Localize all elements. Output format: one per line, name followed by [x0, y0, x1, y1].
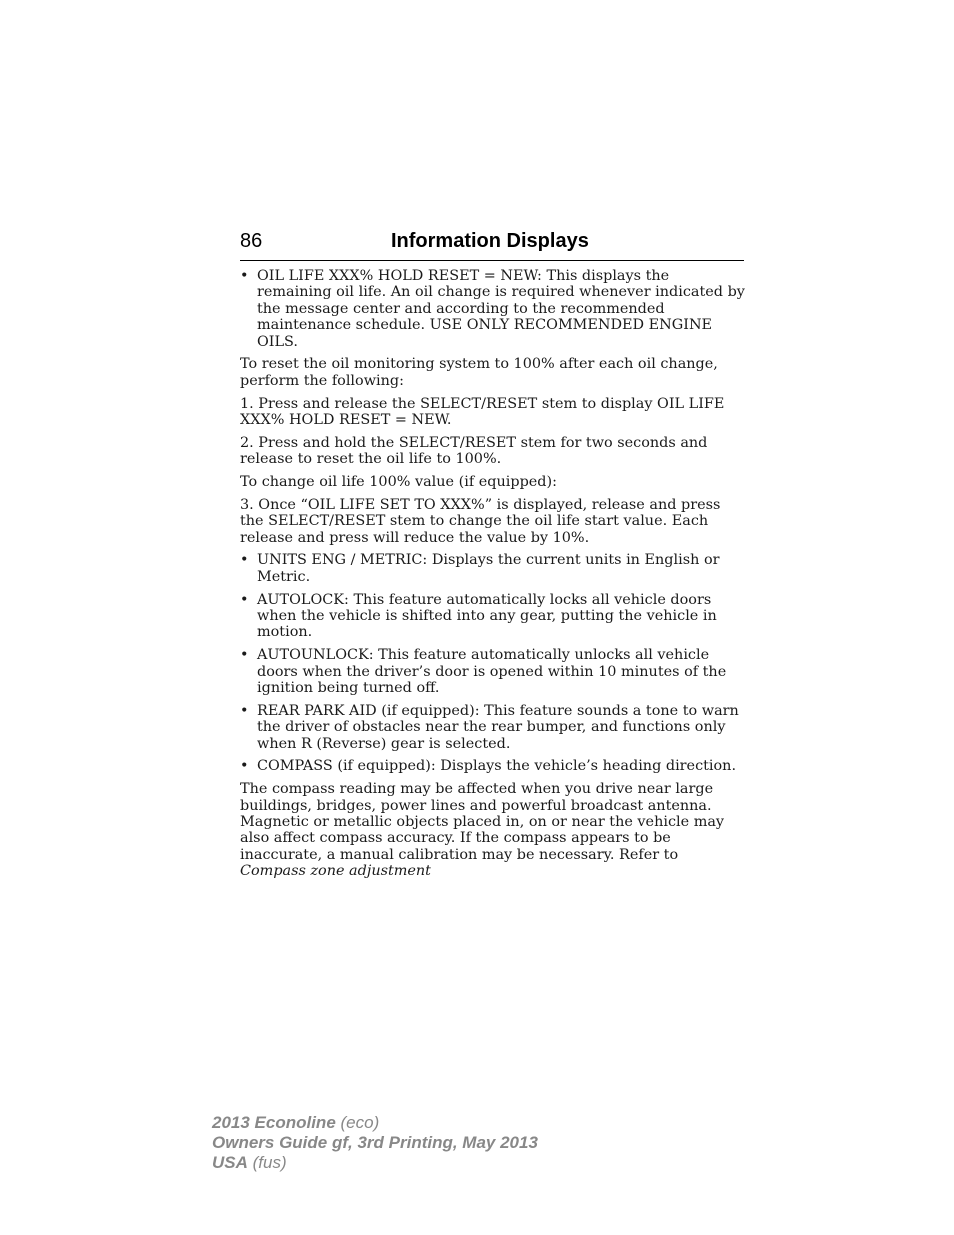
bullet-text: OIL LIFE XXX% HOLD RESET = NEW: This displays the remaining oil life. An oil change is required whenever indicated by the message center and according to the recommended maintenance schedule. USE ONLY RECOMMENDED ENGINE OILS. — [257, 268, 745, 350]
bullet-glyph: • — [240, 758, 249, 775]
footer-line-model — [212, 1113, 538, 1133]
list-item — [240, 268, 746, 350]
compass-zone-reference: Compass zone adjustment — [240, 863, 431, 880]
bullet-text: AUTOLOCK: This feature automatically locks all vehicle doors when the vehicle is shifted into any gear, putting the vehicle in motion. — [257, 591, 717, 641]
bullet-text: COMPASS (if equipped): Displays the vehicle’s heading direction. — [257, 758, 737, 775]
footer-model-code: (eco) — [335, 1113, 380, 1132]
footer-line-market — [212, 1153, 538, 1173]
bullet-glyph: • — [240, 552, 249, 569]
footer-printing: Owners Guide gf, 3rd Printing, May 2013 — [212, 1133, 538, 1152]
reset-intro-paragraph: To reset the oil monitoring system to 100% after each oil change, perform the following: — [240, 356, 718, 389]
footer-line-printing — [212, 1133, 538, 1153]
list-item — [240, 592, 746, 641]
bullet-glyph: • — [240, 268, 249, 284]
bullet-text: UNITS ENG / METRIC: Displays the current units in English or Metric. — [257, 552, 720, 585]
bullet-glyph: • — [240, 647, 249, 664]
compass-paragraph-text: The compass reading may be affected when you drive near large buildings, bridges, power lines and powerful broadcast antenna. Magnetic or metallic objects placed in, on or near the vehicle may also affect compass accuracy. If the compass appears to be inaccurate, a manual calibration may be necessary. Refer to — [240, 781, 725, 863]
bullet-glyph: • — [240, 591, 249, 608]
page-content — [240, 268, 746, 886]
list-item — [240, 647, 746, 696]
page-footer — [212, 1113, 538, 1173]
list-item — [240, 552, 746, 585]
bullet-list — [240, 552, 746, 774]
compass-paragraph — [240, 781, 746, 879]
footer-market-code: (fus) — [247, 1153, 287, 1172]
bullet-text: AUTOUNLOCK: This feature automatically unlocks all vehicle doors when the driver’s door is opened within 10 minutes of the ignition being turned off. — [257, 647, 727, 697]
bullet-text: REAR PARK AID (if equipped): This feature sounds a tone to warn the driver of obstacles near the rear bumper, and functions only when R (Reverse) gear is selected. — [257, 702, 739, 752]
footer-model: 2013 Econoline — [212, 1113, 336, 1132]
change-value-paragraph: To change oil life 100% value (if equipped): — [240, 474, 557, 491]
page-number: 86 — [240, 230, 263, 252]
step-3: 3. Once “OIL LIFE SET TO XXX%” is displayed, release and press the SELECT/RESET stem to change the oil life start value. Each release and press will reduce the value by 10%. — [240, 496, 721, 546]
list-item — [240, 703, 746, 752]
list-item — [240, 758, 746, 774]
footer-market: USA — [212, 1153, 248, 1172]
page-header — [240, 228, 744, 261]
step-2: 2. Press and hold the SELECT/RESET stem for two seconds and release to reset the oil life to 100%. — [240, 434, 708, 468]
step-1: 1. Press and release the SELECT/RESET stem to display OIL LIFE XXX% HOLD RESET = NEW. — [240, 395, 725, 429]
section-title: Information Displays — [391, 230, 589, 252]
bullet-glyph: • — [240, 702, 249, 719]
bullet-list — [240, 268, 746, 350]
